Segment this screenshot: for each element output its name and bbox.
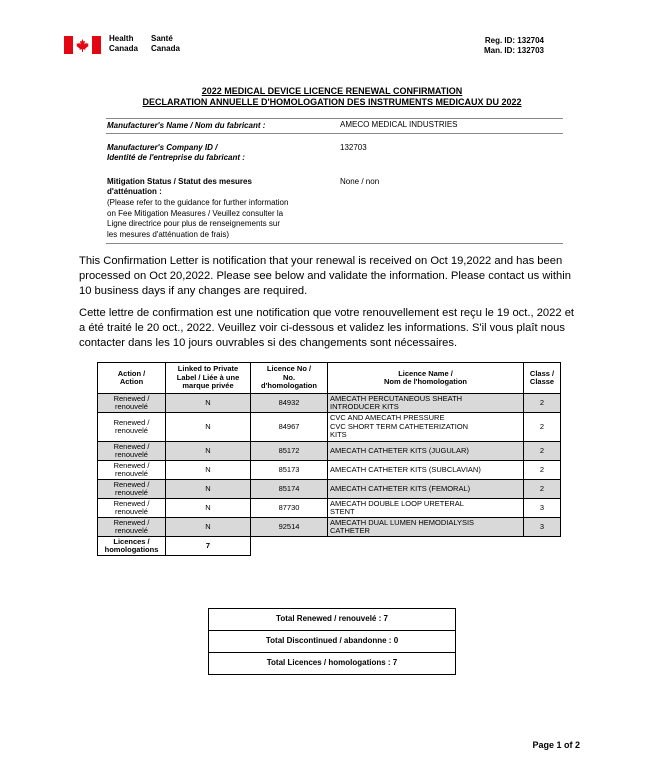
total-licences: Total Licences / homologations : 7 [266, 658, 398, 667]
page-number: Page 1 of 2 [532, 740, 580, 750]
french-notice: Cette lettre de confirmation est une notification que votre renouvellement est reçu le 19 oct., 2022 et a été traité le 20 oct., 2022. Veuillez voir ci-dessous et validez les informations. S'il vous plaît nous contacter dans les 10 jours ouvrables si des changements sont nécessaires. [79, 307, 575, 349]
company-id-value: 132703 [340, 143, 367, 152]
header-class: Class / Classe [524, 363, 561, 394]
manufacturer-label: Manufacturer's Name / Nom du fabricant : [107, 121, 266, 130]
totals-box [208, 608, 456, 675]
manufacturer-value: AMECO MEDICAL INDUSTRIES [340, 120, 458, 129]
total-value: 7 [166, 537, 251, 556]
licence-table [97, 362, 561, 556]
department-name-french: Santé Canada [151, 34, 180, 53]
header-licence-no: Licence No / No. d'homologation [251, 363, 328, 394]
mitigation-note: (Please refer to the guidance for further information on Fee Mitigation Measures / Veuillez consulter la Ligne directrice pour plus de renseignements sur les mesures d'atténuation de frais) [107, 198, 289, 239]
company-id-label: Manufacturer's Company ID / Identité de l'entreprise du fabricant : [107, 143, 245, 162]
header-linked: Linked to Private Label / Liée à une marque privée [166, 363, 251, 394]
mitigation-label: Mitigation Status / Statut des mesures d'atténuation : [107, 177, 252, 196]
english-notice: This Confirmation Letter is notification that your renewal is received on Oct 19,2022 and has been processed on Oct 20,2022. Please see below and validate the information. Please contact us within 10 business days if any changes are required. [79, 255, 571, 297]
table-row: Renewed / renouvelé N 85172 AMECATH CATHETER KITS (JUGULAR) 2 [98, 442, 561, 461]
man-id: Man. ID: 132703 [483, 46, 544, 55]
table-row: Renewed / renouvelé N 84967 CVC AND AMECATH PRESSURE CVC SHORT TERM CATHETERIZATION KITS 2 [98, 413, 561, 442]
mitigation-value: None / non [340, 177, 380, 186]
divider [106, 118, 563, 119]
header-action: Action / Action [98, 363, 166, 394]
table-row: Renewed / renouvelé N 85174 AMECATH CATHETER KITS (FEMORAL) 2 [98, 480, 561, 499]
reg-id: Reg. ID: 132704 [484, 36, 544, 45]
table-header-row [98, 363, 561, 394]
total-discontinued: Total Discontinued / abandonne : 0 [209, 631, 455, 653]
table-total-row [98, 537, 561, 556]
total-renewed: Total Renewed / renouvelé : 7 [209, 609, 455, 631]
table-row: Renewed / renouvelé N 92514 AMECATH DUAL LUMEN HEMODIALYSIS CATHETER 3 [98, 518, 561, 537]
total-label: Licences / homologations [98, 537, 166, 556]
table-row: Renewed / renouvelé N 87730 AMECATH DOUBLE LOOP URETERAL STENT 3 [98, 499, 561, 518]
divider [106, 243, 563, 244]
department-name-english: Health Canada [109, 34, 138, 53]
registration-ids [484, 36, 544, 56]
table-row: Renewed / renouvelé N 84932 AMECATH PERCUTANEOUS SHEATH INTRODUCER KITS 2 [98, 394, 561, 413]
divider [106, 133, 563, 134]
table-row: Renewed / renouvelé N 85173 AMECATH CATHETER KITS (SUBCLAVIAN) 2 [98, 461, 561, 480]
header-licence-name: Licence Name / Nom de l'homologation [328, 363, 524, 394]
canada-flag-icon [64, 36, 101, 54]
document-title: 2022 MEDICAL DEVICE LICENCE RENEWAL CONFIRMATION DECLARATION ANNUELLE D'HOMOLOGATION DES INSTRUMENTS MEDICAUX DU 2022 [142, 86, 522, 107]
